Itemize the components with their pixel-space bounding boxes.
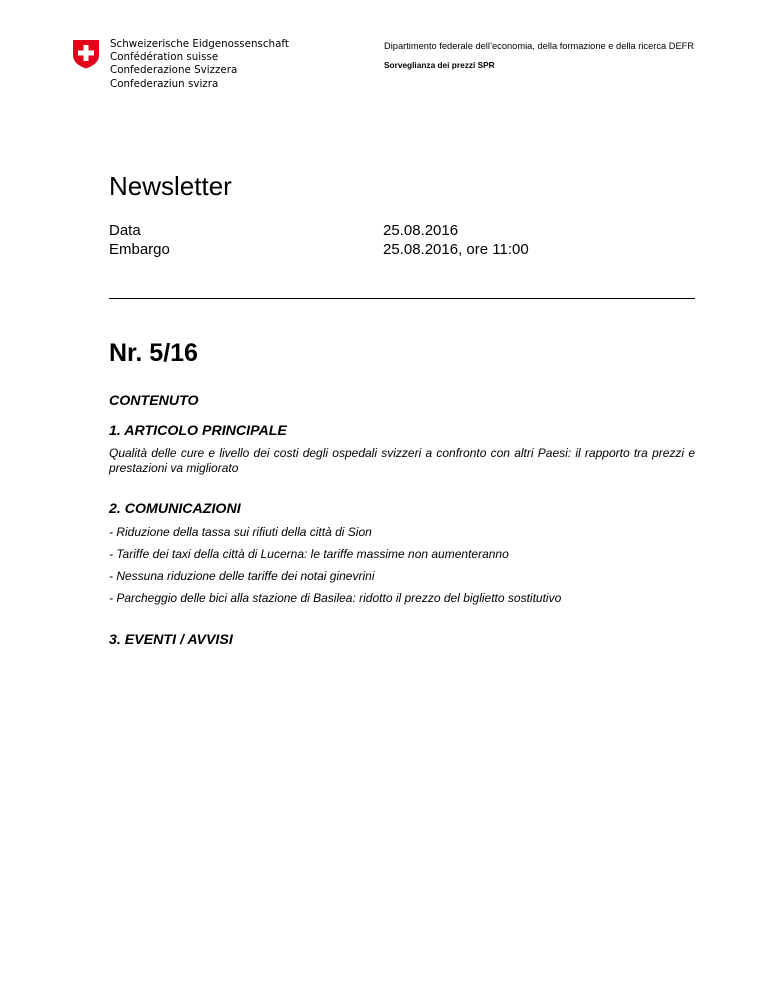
- meta-label-date: Data: [109, 222, 141, 239]
- section-heading-communications: 2. COMUNICAZIONI: [109, 501, 241, 517]
- meta-row-date: [109, 222, 459, 239]
- confederation-name-fr: Confédération suisse: [110, 51, 219, 64]
- meta-value-embargo: 25.08.2016, ore 11:00: [383, 241, 529, 258]
- main-article-lead: Qualità delle cure e livello dei costi degli ospedali svizzeri a confronto con altri Paesi: il rapporto tra prezzi e prestazioni va migliorato: [109, 446, 695, 475]
- contents-heading: CONTENUTO: [109, 393, 199, 409]
- horizontal-divider: [109, 298, 695, 299]
- communication-item: - Tariffe dei taxi della città di Lucerna: le tariffe massime non aumenteranno: [109, 547, 509, 561]
- meta-label-embargo: Embargo: [109, 241, 170, 258]
- section-heading-main-article: 1. ARTICOLO PRINCIPALE: [109, 423, 287, 439]
- communication-item: - Parcheggio delle bici alla stazione di Basilea: ridotto il prezzo del biglietto sostitutivo: [109, 591, 562, 605]
- communication-item: - Nessuna riduzione delle tariffe dei notai ginevrini: [109, 569, 375, 583]
- swiss-cross-shield-icon: [72, 39, 100, 69]
- meta-row-embargo: [109, 241, 529, 258]
- confederation-name-block: [110, 38, 289, 91]
- section-heading-events: 3. EVENTI / AVVISI: [109, 632, 233, 648]
- issue-number: Nr. 5/16: [109, 339, 198, 367]
- communication-item: - Riduzione della tassa sui rifiuti della città di Sion: [109, 525, 372, 539]
- meta-value-date: 25.08.2016: [383, 222, 459, 239]
- confederation-name-de: Schweizerische Eidgenossenschaft: [110, 38, 289, 50]
- confederation-name-it: Confederazione Svizzera: [110, 64, 238, 77]
- department-name: Dipartimento federale dell’economia, della formazione e della ricerca DEFR: [384, 41, 695, 51]
- office-name: Sorveglianza dei prezzi SPR: [384, 60, 495, 70]
- confederation-name-rm: Confederaziun svizra: [110, 77, 219, 90]
- document-title: Newsletter: [109, 171, 232, 201]
